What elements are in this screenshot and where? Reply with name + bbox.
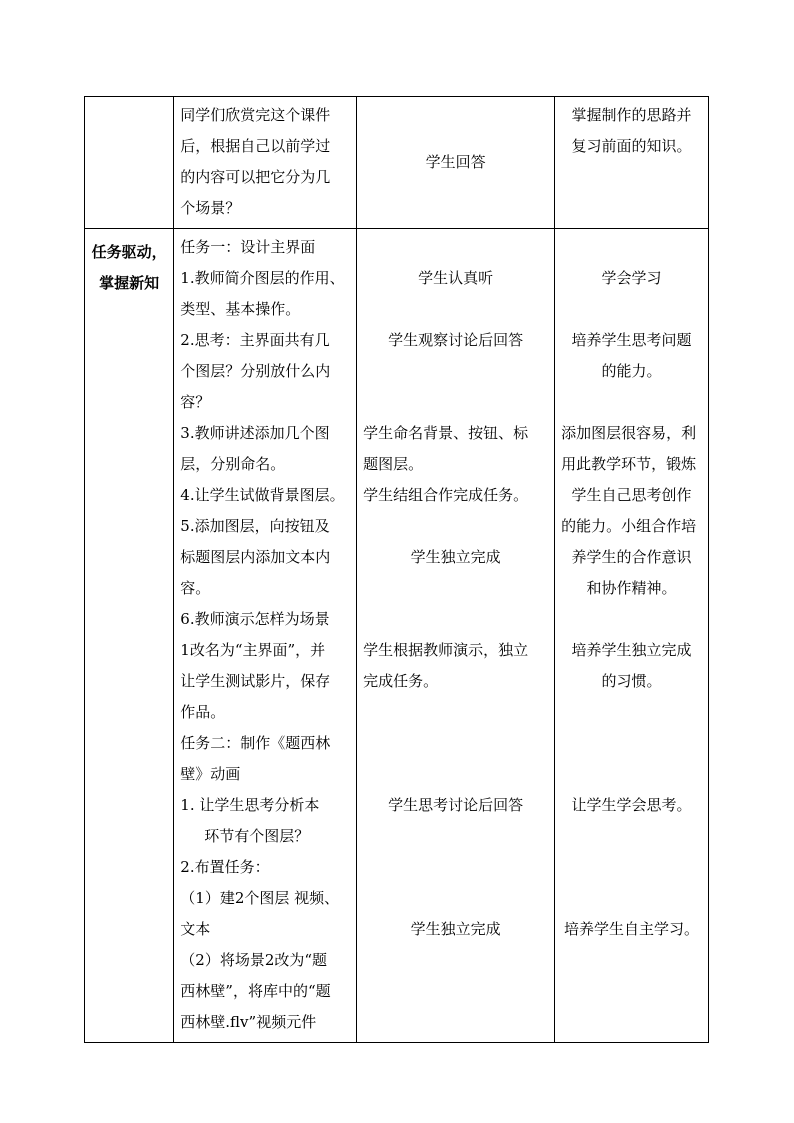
text-line: 任务一：设计主界面 — [180, 238, 316, 256]
text-line: 2.思考：主界面共有几 — [180, 331, 330, 349]
text-line: 后，根据自己以前学过 — [180, 137, 331, 155]
text-line: 和协作精神。 — [586, 579, 677, 597]
text-line: 容。 — [180, 579, 211, 597]
stage-title-line: 任务驱动， — [91, 243, 167, 261]
text-line: 题图层。 — [363, 455, 424, 473]
text-line: 学生命名背景、按钮、标 — [363, 424, 529, 442]
text-line: （2）将场景2改为“题 — [180, 951, 328, 969]
text-line: 5.添加图层，向按钮及 — [180, 517, 330, 535]
design-intent-cell — [555, 229, 709, 1043]
text-line: 西林壁.flv”视频元件 — [180, 1013, 317, 1031]
text-line: 完成任务。 — [363, 672, 439, 690]
text-line: 培养学生独立完成 — [571, 641, 692, 659]
text-line: 让学生学会思考。 — [571, 796, 692, 814]
text-line: 学生自己思考创作 — [571, 486, 692, 504]
text-line: （1）建2个图层 视频、 — [180, 889, 340, 907]
text-line: 的内容可以把它分为几 — [180, 168, 331, 186]
text-line: 4.让学生试做背景图层。 — [180, 486, 345, 504]
text-line: 学生独立完成 — [410, 920, 501, 938]
text-line: 添加图层很容易，利 — [561, 424, 697, 442]
text-line: 学生根据教师演示，独立 — [363, 641, 529, 659]
text-line: 1.教师简介图层的作用、 — [180, 269, 345, 287]
text-line: 层，分别命名。 — [180, 455, 286, 473]
design-intent-cell — [555, 97, 709, 229]
text-line: 6.教师演示怎样为场景 — [180, 610, 330, 628]
text-line: 培养学生自主学习。 — [564, 920, 700, 938]
text-line: 同学们欣赏完这个课件 — [180, 106, 331, 124]
table-row — [85, 229, 709, 1043]
text-line: 的能力。小组合作培 — [561, 517, 697, 535]
text-line: 容？ — [180, 393, 211, 411]
text-line: 壁》动画 — [180, 765, 241, 783]
teacher-activity-cell — [174, 229, 357, 1043]
text-line: 掌握制作的思路并 — [571, 106, 692, 124]
student-activity-cell: 学生回答 — [357, 97, 555, 229]
text-line: 用此教学环节，锻炼 — [561, 455, 697, 473]
text-line: 学生思考讨论后回答 — [388, 796, 524, 814]
text-line: 环节有个图层？ — [204, 827, 310, 845]
text-line: 学生独立完成 — [410, 548, 501, 566]
text-line: 个场景？ — [180, 199, 241, 217]
stage-cell-empty — [85, 97, 174, 229]
lesson-plan-table — [84, 96, 709, 1043]
text-line: 学会学习 — [601, 269, 662, 287]
text-line: 类型、基本操作。 — [180, 300, 301, 318]
text-line: 学生结组合作完成任务。 — [363, 486, 529, 504]
text-line: 的习惯。 — [601, 672, 662, 690]
teacher-activity-cell — [174, 97, 357, 229]
text-line: 的能力。 — [601, 362, 662, 380]
stage-title-line: 掌握新知 — [99, 274, 160, 292]
text-line: 3.教师讲述添加几个图 — [180, 424, 330, 442]
text-line: 养学生的合作意识 — [571, 548, 692, 566]
text-line: 标题图层内添加文本内 — [180, 548, 331, 566]
text-line: 1. 让学生思考分析本 — [180, 796, 320, 814]
text-line: 学生观察讨论后回答 — [388, 331, 524, 349]
text-line: 2.布置任务： — [180, 858, 270, 876]
stage-title-cell — [85, 229, 174, 1043]
text-line: 学生认真听 — [418, 269, 494, 287]
text-line: 1改名为“主界面”，并 — [180, 641, 326, 659]
text-line: 任务二：制作《题西林 — [180, 734, 331, 752]
text-line: 复习前面的知识。 — [571, 137, 692, 155]
text-line: 培养学生思考问题 — [571, 331, 692, 349]
table-row — [85, 97, 709, 229]
text-line: 作品。 — [180, 703, 226, 721]
student-activity-cell — [357, 229, 555, 1043]
text-line: 西林壁”，将库中的“题 — [180, 982, 331, 1000]
text-line: 个图层？分别放什么内 — [180, 362, 331, 380]
text-line: 让学生测试影片，保存 — [180, 672, 331, 690]
text-line: 文本 — [180, 920, 211, 938]
